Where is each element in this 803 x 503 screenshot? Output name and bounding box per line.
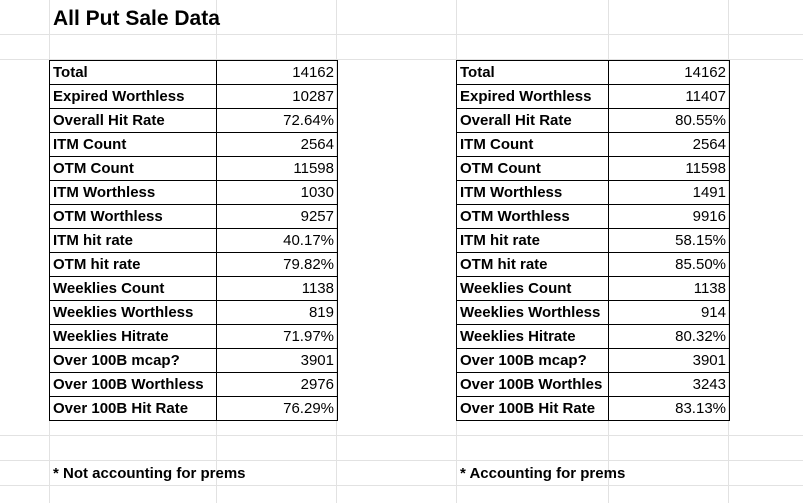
row-value-cell[interactable]: 11598 — [217, 157, 338, 181]
row-value-cell[interactable]: 40.17% — [217, 229, 338, 253]
row-value-cell[interactable]: 914 — [609, 301, 730, 325]
row-value-cell[interactable]: 3901 — [217, 349, 338, 373]
row-label-cell[interactable]: Total — [50, 61, 217, 85]
table-row[interactable] — [457, 349, 730, 373]
row-value-cell[interactable]: 79.82% — [217, 253, 338, 277]
table-row[interactable] — [457, 253, 730, 277]
footnote-no-prems: * Not accounting for prems — [53, 465, 246, 482]
row-value-cell[interactable]: 83.13% — [609, 397, 730, 421]
put-sale-table-no-prems — [49, 60, 338, 421]
row-label-cell[interactable]: ITM Count — [457, 133, 609, 157]
row-value-cell[interactable]: 2976 — [217, 373, 338, 397]
table-row[interactable] — [50, 181, 338, 205]
table-row[interactable] — [457, 373, 730, 397]
table-row[interactable] — [50, 61, 338, 85]
table-row[interactable] — [457, 325, 730, 349]
table-row[interactable] — [50, 277, 338, 301]
row-label-cell[interactable]: ITM hit rate — [50, 229, 217, 253]
table-row[interactable] — [457, 277, 730, 301]
table-row[interactable] — [457, 85, 730, 109]
row-value-cell[interactable]: 9916 — [609, 205, 730, 229]
table-row[interactable] — [457, 229, 730, 253]
row-value-cell[interactable]: 10287 — [217, 85, 338, 109]
table-row[interactable] — [50, 325, 338, 349]
row-label-cell[interactable]: Total — [457, 61, 609, 85]
table-row[interactable] — [50, 109, 338, 133]
row-value-cell[interactable]: 9257 — [217, 205, 338, 229]
row-value-cell[interactable]: 2564 — [609, 133, 730, 157]
put-sale-table-with-prems — [456, 60, 730, 421]
table-row[interactable] — [50, 301, 338, 325]
row-value-cell[interactable]: 11407 — [609, 85, 730, 109]
table-row[interactable] — [50, 349, 338, 373]
row-label-cell[interactable]: Expired Worthless — [457, 85, 609, 109]
row-value-cell[interactable]: 11598 — [609, 157, 730, 181]
row-label-cell[interactable]: Overall Hit Rate — [457, 109, 609, 133]
grid-row-line — [0, 34, 803, 35]
row-value-cell[interactable]: 2564 — [217, 133, 338, 157]
row-label-cell[interactable]: OTM Worthless — [457, 205, 609, 229]
row-value-cell[interactable]: 1030 — [217, 181, 338, 205]
row-label-cell[interactable]: Overall Hit Rate — [50, 109, 217, 133]
row-label-cell[interactable]: OTM Count — [50, 157, 217, 181]
table-row[interactable] — [50, 205, 338, 229]
row-label-cell[interactable]: Weeklies Hitrate — [457, 325, 609, 349]
table-row[interactable] — [50, 397, 338, 421]
row-label-cell[interactable]: Over 100B Hit Rate — [50, 397, 217, 421]
table-row[interactable] — [50, 229, 338, 253]
row-value-cell[interactable]: 1491 — [609, 181, 730, 205]
row-value-cell[interactable]: 1138 — [217, 277, 338, 301]
row-value-cell[interactable]: 3243 — [609, 373, 730, 397]
row-value-cell[interactable]: 14162 — [609, 61, 730, 85]
row-value-cell[interactable]: 58.15% — [609, 229, 730, 253]
table-body — [50, 61, 338, 421]
grid-row-line — [0, 485, 803, 486]
table-row[interactable] — [50, 373, 338, 397]
row-label-cell[interactable]: Over 100B Worthless — [50, 373, 217, 397]
row-label-cell[interactable]: Over 100B Worthles — [457, 373, 609, 397]
row-label-cell[interactable]: Weeklies Count — [50, 277, 217, 301]
row-label-cell[interactable]: Over 100B mcap? — [457, 349, 609, 373]
table-row[interactable] — [457, 157, 730, 181]
row-label-cell[interactable]: ITM hit rate — [457, 229, 609, 253]
row-label-cell[interactable]: OTM hit rate — [457, 253, 609, 277]
row-value-cell[interactable]: 80.55% — [609, 109, 730, 133]
row-value-cell[interactable]: 85.50% — [609, 253, 730, 277]
grid-row-line — [0, 435, 803, 436]
row-value-cell[interactable]: 819 — [217, 301, 338, 325]
row-label-cell[interactable]: Over 100B mcap? — [50, 349, 217, 373]
row-value-cell[interactable]: 80.32% — [609, 325, 730, 349]
table-row[interactable] — [457, 397, 730, 421]
row-label-cell[interactable]: Weeklies Hitrate — [50, 325, 217, 349]
grid-row-line — [0, 460, 803, 461]
row-value-cell[interactable]: 76.29% — [217, 397, 338, 421]
table-row[interactable] — [457, 181, 730, 205]
table-row[interactable] — [457, 205, 730, 229]
table-row[interactable] — [50, 253, 338, 277]
row-value-cell[interactable]: 14162 — [217, 61, 338, 85]
table-row[interactable] — [50, 133, 338, 157]
table-row[interactable] — [457, 133, 730, 157]
table-row[interactable] — [457, 61, 730, 85]
row-label-cell[interactable]: OTM hit rate — [50, 253, 217, 277]
row-value-cell[interactable]: 71.97% — [217, 325, 338, 349]
row-label-cell[interactable]: Weeklies Worthless — [50, 301, 217, 325]
table-row[interactable] — [457, 301, 730, 325]
row-label-cell[interactable]: Weeklies Worthless — [457, 301, 609, 325]
table-body — [457, 61, 730, 421]
row-label-cell[interactable]: Weeklies Count — [457, 277, 609, 301]
row-label-cell[interactable]: ITM Worthless — [50, 181, 217, 205]
table-row[interactable] — [50, 157, 338, 181]
footnote-with-prems: * Accounting for prems — [460, 465, 626, 482]
sheet-title: All Put Sale Data — [53, 7, 220, 30]
row-label-cell[interactable]: OTM Count — [457, 157, 609, 181]
row-value-cell[interactable]: 72.64% — [217, 109, 338, 133]
row-label-cell[interactable]: Expired Worthless — [50, 85, 217, 109]
row-value-cell[interactable]: 1138 — [609, 277, 730, 301]
row-label-cell[interactable]: ITM Count — [50, 133, 217, 157]
row-value-cell[interactable]: 3901 — [609, 349, 730, 373]
row-label-cell[interactable]: Over 100B Hit Rate — [457, 397, 609, 421]
table-row[interactable] — [50, 85, 338, 109]
row-label-cell[interactable]: ITM Worthless — [457, 181, 609, 205]
row-label-cell[interactable]: OTM Worthless — [50, 205, 217, 229]
table-row[interactable] — [457, 109, 730, 133]
